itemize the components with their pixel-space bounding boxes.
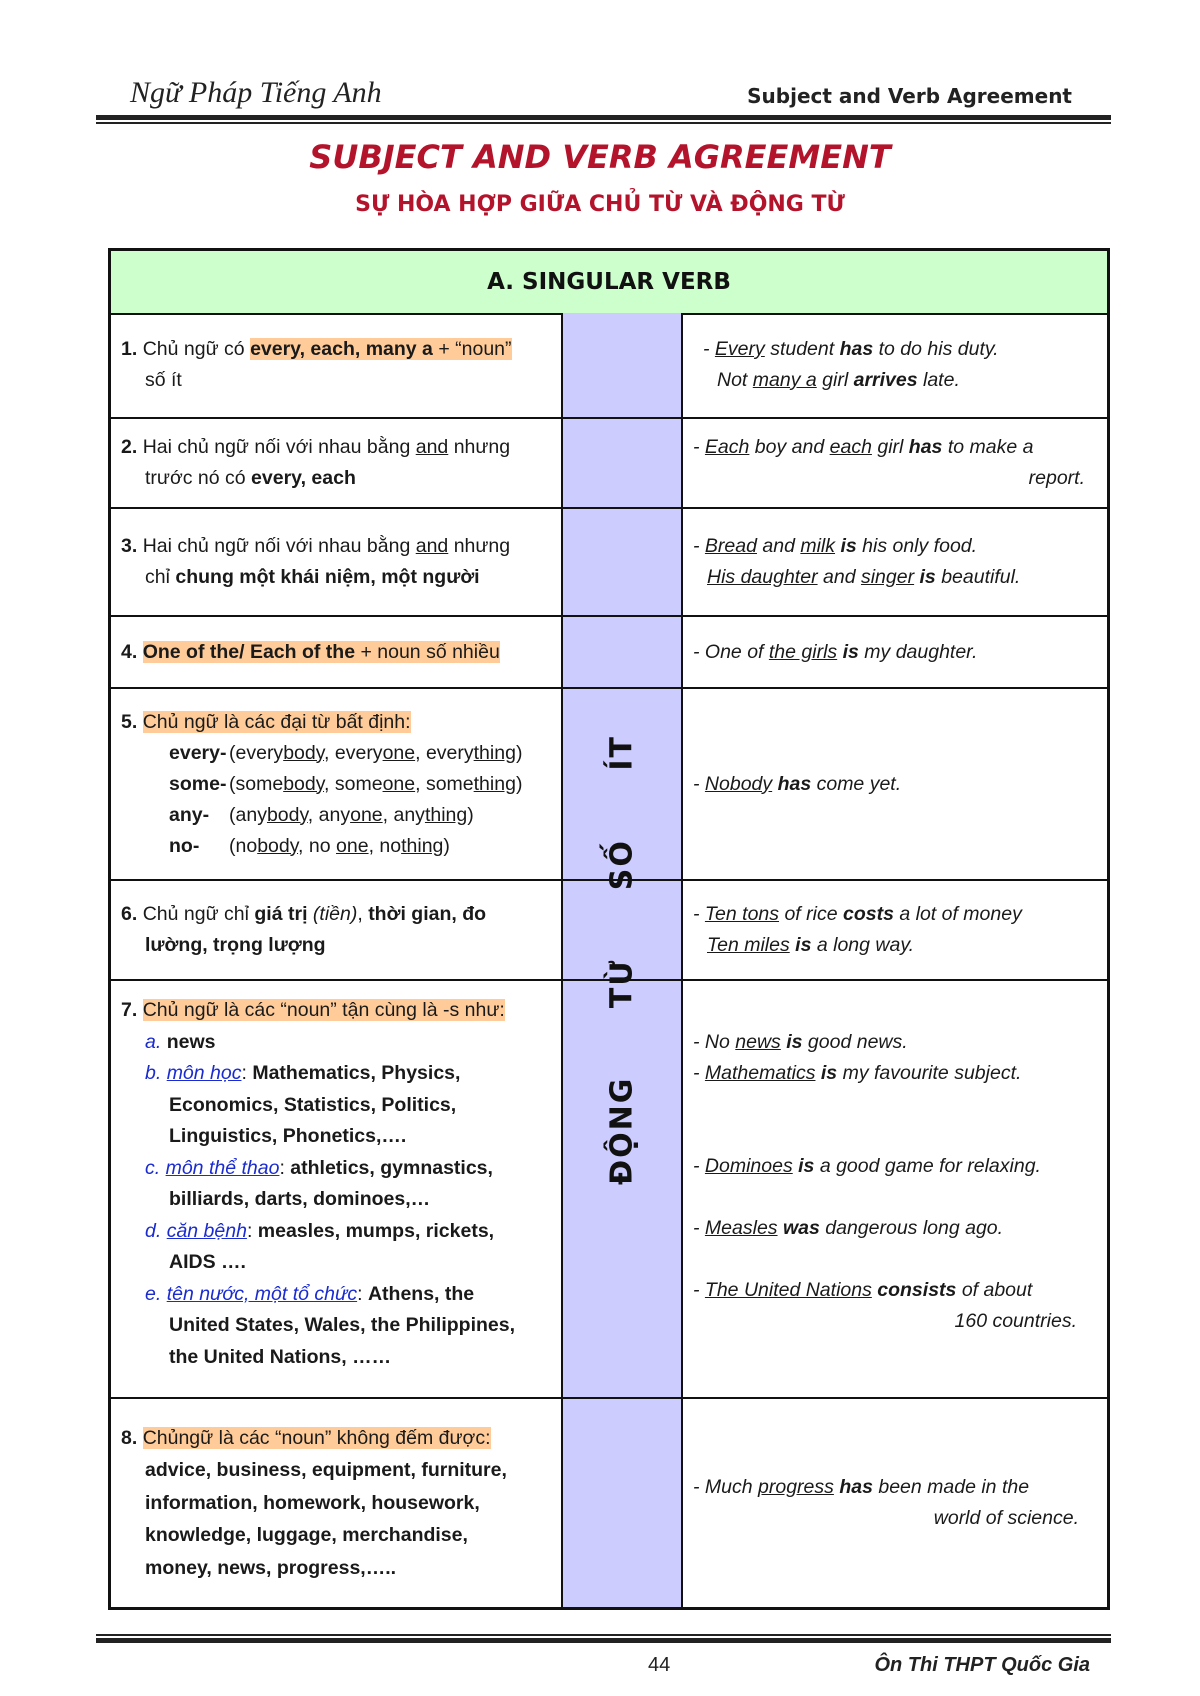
item-words: Athens, the (367, 1282, 475, 1305)
rule-underline: and (415, 436, 449, 458)
example-subject: each (829, 436, 872, 458)
table-row (111, 617, 1107, 689)
example-text: and (823, 566, 856, 588)
example-text: world of science. (933, 1507, 1079, 1529)
pronoun-word: every (334, 741, 383, 764)
rule-number: 1. (121, 338, 138, 360)
rule-number: 4. (121, 640, 138, 663)
example-text: and (762, 535, 795, 557)
item-words: billiards, darts, dominoes,… (169, 1188, 431, 1210)
pronoun-suffix: thing (424, 803, 468, 826)
noun-list: knowledge, luggage, merchandise, (145, 1524, 468, 1547)
rule-text: Hai chủ ngữ nối với nhau bằng (142, 535, 411, 557)
example-cell: - Bread and milk is his only food. His daughter and singer is beautiful. (693, 535, 1021, 588)
item-label: môn thể thao (165, 1156, 280, 1179)
item-words: United States, Wales, the Philippines, (169, 1314, 516, 1336)
example-text: No (704, 1031, 730, 1053)
grammar-table (108, 248, 1110, 1610)
example-subject: progress (758, 1476, 834, 1498)
header-left-title: Ngữ Pháp Tiếng Anh (130, 76, 382, 109)
example-verb: was (782, 1217, 820, 1239)
example-text: a lot of money (899, 903, 1022, 925)
pronoun-suffix: one (350, 803, 383, 826)
pronoun-word: some (235, 772, 284, 795)
example-text: my favourite subject. (842, 1062, 1022, 1084)
rule-text: số ít (145, 369, 182, 391)
item-words: news (166, 1030, 216, 1053)
item-words: athletics, gymnastics, (290, 1156, 493, 1179)
rule-cell (121, 617, 551, 687)
rule-underline: and (415, 535, 449, 557)
example-subject: the girls (768, 640, 838, 663)
example-verb: has (777, 772, 812, 795)
pronoun-key: no- (169, 834, 200, 857)
rule-text: trước nó có (145, 467, 246, 489)
rule-bold: giá trị (254, 903, 308, 925)
header-right-title: Subject and Verb Agreement (747, 84, 1072, 108)
example-text: Not (717, 369, 748, 391)
example-text: girl (877, 436, 904, 458)
rule-bold: lường, trọng lượng (145, 934, 326, 956)
pronoun-key: some- (169, 772, 227, 795)
example-cell: - No news is good news. - Mathematics is my favourite subject. - Dominoes is a good game for relaxing. - Measles was dangerous long ago. - The United Nations consists of about 160 countries. (693, 981, 1085, 1397)
pronoun-suffix: thing (473, 772, 516, 795)
rule-number: 5. (121, 710, 138, 733)
rule-cell: 6. Chủ ngữ chỉ giá trị (tiền), thời gian, đo lường, trọng lượng (121, 903, 487, 956)
example-verb: consists (877, 1279, 957, 1301)
example-text: student (770, 338, 835, 360)
example-verb: costs (842, 903, 894, 925)
example-verb: is (820, 1062, 838, 1084)
rule-text: Chủ ngữ chỉ (142, 903, 249, 925)
table-row (111, 509, 1107, 617)
page-title: SUBJECT AND VERB AGREEMENT (309, 138, 891, 176)
rule-highlight: Chủngữ là các “noun” không đếm được: (142, 1426, 491, 1449)
rule-italic: (tiền) (312, 903, 358, 925)
example-subject: news (735, 1031, 781, 1053)
pronoun-suffix: thing (473, 741, 516, 764)
header-rule (96, 115, 1111, 120)
example-text: come yet. (816, 772, 902, 795)
table-row (111, 689, 1107, 881)
example-subject: many a (752, 369, 817, 391)
rule-text: Chủ ngữ có (142, 338, 245, 360)
pronoun-suffix: body (266, 803, 308, 826)
table-row (111, 981, 1107, 1399)
rule-highlight: Chủ ngữ là các “noun” tận cùng là -s như: (142, 999, 505, 1021)
example-text: to do his duty. (878, 338, 999, 360)
item-letter: a. (145, 1030, 162, 1053)
rule-text: nhưng (453, 436, 511, 458)
example-text: 160 countries. (954, 1310, 1077, 1332)
example-subject: Mathematics (704, 1062, 816, 1084)
example-subject: Ten miles (707, 934, 790, 956)
rule-number: 3. (121, 535, 138, 557)
rule-bold: chung một khái niệm, một người (175, 566, 480, 588)
example-subject: Dominoes (704, 1155, 793, 1177)
example-verb: arrives (853, 369, 918, 391)
pronoun-word: every (235, 741, 284, 764)
rule-number: 2. (121, 436, 138, 458)
pronoun-word: every (425, 741, 474, 764)
example-verb: has (839, 1476, 873, 1498)
pronoun-suffix: body (283, 741, 325, 764)
item-words: measles, mumps, rickets, (257, 1219, 495, 1242)
rule-highlight: One of the/ Each of the (142, 640, 356, 663)
example-verb: is (795, 934, 812, 956)
item-label: tên nước, một tổ chức (166, 1282, 358, 1305)
example-subject: Every (714, 338, 765, 360)
example-subject: His daughter (707, 566, 818, 588)
item-letter: d. (145, 1219, 162, 1242)
table-row (111, 419, 1107, 509)
example-cell: - Each boy and each girl has to make a report. (693, 419, 1085, 507)
example-text: my daughter. (864, 640, 978, 663)
item-letter: c. (145, 1156, 161, 1179)
rule-highlight: Chủ ngữ là các đại từ bất định: (142, 710, 411, 733)
table-row (111, 1399, 1107, 1607)
page-subtitle: SỰ HÒA HỢP GIỮA CHỦ TỪ VÀ ĐỘNG TỪ (355, 192, 845, 217)
pronoun-word: any (235, 803, 267, 826)
example-text: report. (1028, 467, 1085, 489)
pronoun-word: any (393, 803, 425, 826)
example-text: a good game for relaxing. (819, 1155, 1041, 1177)
table-row (111, 881, 1107, 981)
example-text: One of (704, 640, 764, 663)
rule-cell (121, 509, 551, 615)
pronoun-key: every- (169, 741, 227, 764)
example-subject: milk (800, 535, 836, 557)
example-subject: Nobody (704, 772, 773, 795)
middle-label: ĐỘNG TỪ SỐ ÍT (604, 735, 640, 1185)
item-words: Mathematics, Physics, (252, 1062, 461, 1084)
pronoun-word: some (334, 772, 383, 795)
pronoun-word: some (425, 772, 474, 795)
rule-number: 6. (121, 903, 138, 925)
rule-bold: every, each (251, 467, 356, 489)
example-verb: is (842, 640, 859, 663)
pronoun-suffix: body (257, 834, 299, 857)
example-verb: has (908, 436, 943, 458)
pronoun-key: any- (169, 803, 210, 826)
example-subject: singer (860, 566, 915, 588)
item-words: Economics, Statistics, Politics, (169, 1093, 457, 1116)
rule-cell (121, 313, 551, 417)
pronoun-word: no (308, 834, 331, 857)
noun-list: information, homework, housework, (145, 1491, 480, 1514)
page-number: 44 (648, 1654, 671, 1676)
example-subject: Bread (704, 535, 757, 557)
example-text: his only food. (862, 535, 978, 557)
example-cell: - Nobody has come yet. (693, 772, 902, 795)
section-header: A. SINGULAR VERB (111, 251, 1107, 315)
footer-right-title: Ôn Thi THPT Quốc Gia (874, 1654, 1090, 1676)
example-text: Much (704, 1476, 753, 1498)
example-text: to make a (947, 436, 1034, 458)
example-text: late. (923, 369, 960, 391)
example-verb: has (839, 338, 874, 360)
item-words: the United Nations, …… (169, 1345, 392, 1368)
pronoun-suffix: thing (401, 834, 444, 857)
noun-list: advice, business, equipment, furniture, (145, 1459, 507, 1482)
pronoun-suffix: one (382, 772, 416, 795)
pronoun-suffix: body (283, 772, 325, 795)
example-text: boy and (754, 436, 825, 458)
footer-rule-thin (96, 1634, 1111, 1636)
rule-text: chỉ (145, 566, 170, 588)
example-text: of about (961, 1279, 1033, 1301)
example-text: a long way. (816, 934, 915, 956)
rule-highlight: every, each, many a (250, 338, 433, 360)
example-subject: Each (704, 436, 750, 458)
example-cell: - Much progress has been made in the world of science. (693, 1399, 1085, 1607)
example-text: been made in the (878, 1476, 1030, 1498)
example-text: girl (822, 369, 849, 391)
footer-rule (96, 1638, 1111, 1643)
rule-number: 8. (121, 1426, 138, 1449)
pronoun-word: no (235, 834, 258, 857)
rule-number: 7. (121, 999, 138, 1021)
example-text: good news. (807, 1031, 908, 1053)
item-words: AIDS …. (169, 1251, 246, 1273)
item-label: môn học (166, 1062, 242, 1084)
example-verb: is (786, 1031, 803, 1053)
pronoun-list: every- (everybody, everyone, everything) some- (somebody, someone, something) any- (anybody, anyone, anything) no- (nobody, no one, nothing) (121, 738, 551, 862)
item-letter: e. (145, 1282, 162, 1305)
pronoun-word: no (379, 834, 402, 857)
noun-list: money, news, progress,….. (145, 1556, 397, 1579)
example-cell: - Every student has to do his duty. Not many a girl arrives late. (703, 338, 999, 391)
rule-bold: thời gian, đo (368, 903, 487, 925)
example-subject: Ten tons (704, 903, 780, 925)
rule-cell (121, 689, 551, 879)
example-verb: is (919, 566, 936, 588)
example-cell: - Ten tons of rice costs a lot of money Ten miles is a long way. (693, 903, 1022, 956)
header-rule-thin (96, 122, 1111, 124)
rule-text: Hai chủ ngữ nối với nhau bằng (142, 436, 411, 458)
example-text: of rice (784, 903, 838, 925)
rule-cell (121, 1399, 551, 1607)
pronoun-word: any (318, 803, 351, 826)
example-text: beautiful. (941, 566, 1021, 588)
rule-cell: 7. Chủ ngữ là các “noun” tận cùng là -s như: a. news b. môn học: Mathematics, Physics, Economics, Statistics, Politics, Linguistics, Phonetics,…. c. môn thể thao: athletics, gymnastics, billiards, darts, dominoes,… d. căn bệnh: measles, mumps, rickets, AIDS …. e. tên nước, một tổ chức: Athens, the United States, Wales, the Philippines, the United Nations, …… (121, 999, 516, 1368)
item-words: Linguistics, Phonetics,…. (169, 1125, 407, 1147)
item-letter: b. (145, 1062, 162, 1084)
example-verb: is (798, 1155, 815, 1177)
rule-text: + “noun” (438, 338, 512, 360)
example-subject: The United Nations (704, 1279, 872, 1301)
example-subject: Measles (704, 1217, 778, 1239)
example-text: dangerous long ago. (825, 1217, 1004, 1239)
pronoun-suffix: one (382, 741, 416, 764)
rule-text: + noun số nhiều (360, 640, 500, 663)
item-label: căn bệnh (166, 1219, 247, 1242)
example-verb: is (840, 535, 857, 557)
rule-text: nhưng (453, 535, 511, 557)
example-cell: - One of the girls is my daughter. (693, 640, 978, 663)
table-row (111, 313, 1107, 419)
pronoun-suffix: one (336, 834, 369, 857)
rule-cell (121, 419, 551, 507)
